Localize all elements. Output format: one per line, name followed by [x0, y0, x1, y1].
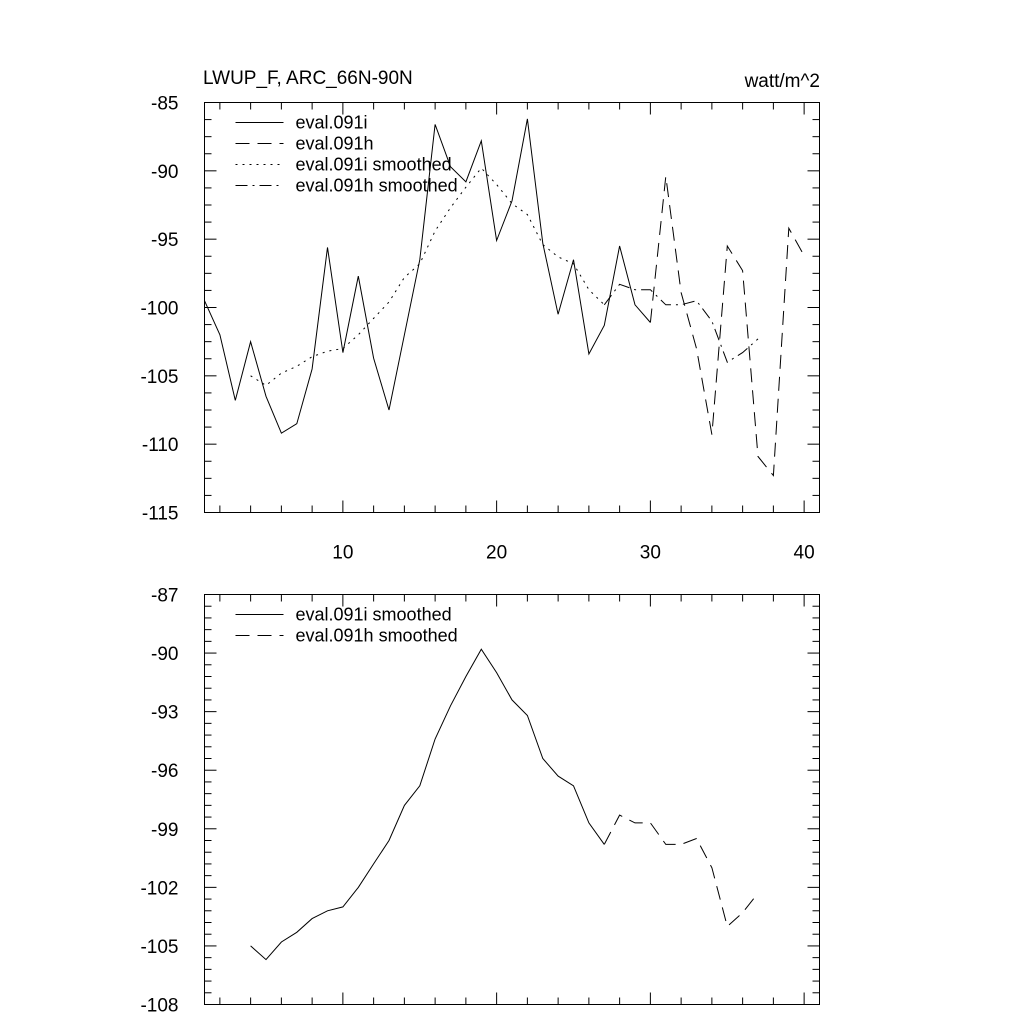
- legend: [236, 113, 458, 196]
- x-tick-label: 10: [332, 542, 354, 564]
- legend-label: eval.091h: [295, 133, 374, 154]
- series-line: [604, 815, 758, 926]
- y-tick-label: -105: [140, 366, 179, 388]
- y-tick-label: -110: [141, 435, 179, 457]
- legend-label: eval.091h smoothed: [295, 625, 458, 646]
- series-line: [604, 284, 758, 362]
- y-tick-label: -100: [140, 298, 179, 320]
- series-group: [205, 119, 805, 476]
- x-tick-label: 30: [639, 542, 661, 564]
- y-tick-label: -87: [151, 585, 179, 607]
- y-tick-label: -95: [151, 230, 179, 252]
- tick-group: [140, 586, 819, 1017]
- y-tick-label: -108: [140, 995, 179, 1017]
- legend-label: eval.091i: [295, 112, 368, 133]
- legend: [236, 605, 458, 646]
- y-tick-label: -102: [140, 878, 179, 900]
- y-tick-label: -96: [151, 761, 179, 783]
- y-tick-label: -93: [151, 702, 179, 724]
- y-tick-label: -105: [140, 936, 179, 958]
- y-tick-label: -90: [151, 644, 179, 666]
- bottom-panel: [140, 586, 819, 1017]
- series-line: [650, 176, 804, 475]
- legend-label: eval.091i smoothed: [295, 154, 452, 175]
- x-tick-label: 40: [793, 542, 815, 564]
- y-tick-label: -90: [151, 161, 179, 183]
- y-tick-label: -85: [151, 93, 179, 115]
- units-label: watt/m^2: [744, 71, 820, 92]
- series-line: [251, 649, 605, 959]
- legend-label: eval.091i smoothed: [295, 604, 452, 625]
- series-group: [251, 649, 758, 959]
- x-tick-label: 20: [486, 542, 508, 564]
- y-tick-label: -99: [151, 819, 179, 841]
- tick-group: [140, 94, 819, 564]
- legend-label: eval.091h smoothed: [295, 175, 458, 196]
- plot-frame: [205, 595, 820, 1005]
- chart-title: LWUP_F, ARC_66N-90N: [203, 68, 413, 89]
- series-line: [251, 168, 605, 385]
- top-panel: [140, 68, 820, 564]
- y-tick-label: -115: [141, 503, 179, 525]
